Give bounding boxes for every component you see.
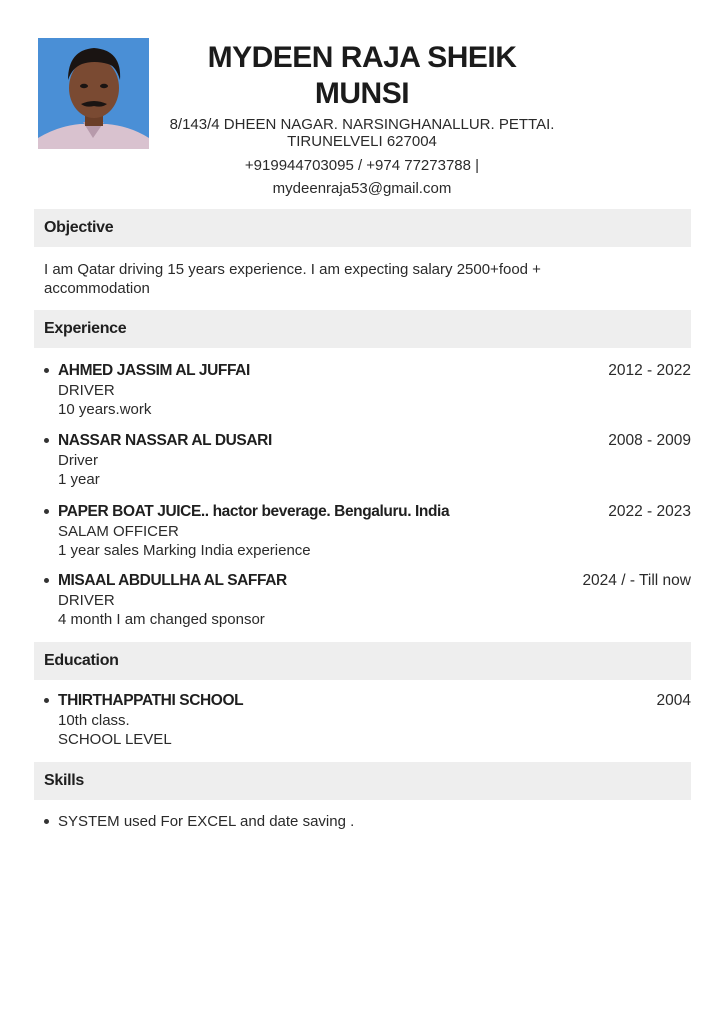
skill-text: SYSTEM used For EXCEL and date saving .: [58, 813, 355, 830]
education-level: 10th class.: [58, 712, 130, 729]
education-year: 2004: [656, 692, 691, 709]
experience-detail: 4 month I am changed sponsor: [58, 611, 265, 628]
profile-photo: [38, 38, 149, 149]
resume-header: [0, 0, 724, 205]
experience-dates: 2022 - 2023: [608, 503, 691, 520]
experience-section-title: Experience: [34, 310, 691, 348]
photo-eye-right: [100, 84, 108, 88]
profile-photo-illustration: [38, 38, 149, 149]
experience-dates: 2024 / - Till now: [582, 572, 691, 589]
objective-section-title: Objective: [34, 209, 691, 247]
candidate-phone: +919944703095 / +974 77273788 |: [244, 157, 480, 174]
bullet-icon: [44, 698, 49, 703]
candidate-name: MYDEEN RAJA SHEIK MUNSI: [207, 41, 517, 110]
experience-detail: 1 year: [58, 471, 100, 488]
candidate-email: mydeenraja53@gmail.com: [272, 180, 452, 197]
education-school: THIRTHAPPATHI SCHOOL: [58, 692, 244, 709]
experience-dates: 2008 - 2009: [608, 432, 691, 449]
experience-company: NASSAR NASSAR AL DUSARI: [58, 432, 272, 449]
experience-company: MISAAL ABDULLHA AL SAFFAR: [58, 572, 287, 589]
experience-dates: 2012 - 2022: [608, 362, 691, 379]
experience-role: Driver: [58, 452, 98, 469]
experience-detail: 1 year sales Marking India experience: [58, 542, 311, 559]
photo-eye-left: [80, 84, 88, 88]
skills-section-title: Skills: [34, 762, 691, 800]
bullet-icon: [44, 438, 49, 443]
bullet-icon: [44, 368, 49, 373]
candidate-address: 8/143/4 DHEEN NAGAR. NARSINGHANALLUR. PETTAI. TIRUNELVELI 627004: [169, 116, 555, 150]
objective-text: I am Qatar driving 15 years experience. I am expecting salary 2500+food + accommodation: [44, 261, 541, 297]
education-section-title: Education: [34, 642, 691, 680]
experience-role: DRIVER: [58, 382, 115, 399]
experience-company: AHMED JASSIM AL JUFFAI: [58, 362, 250, 379]
bullet-icon: [44, 578, 49, 583]
experience-role: DRIVER: [58, 592, 115, 609]
experience-role: SALAM OFFICER: [58, 523, 179, 540]
experience-detail: 10 years.work: [58, 401, 152, 418]
bullet-icon: [44, 819, 49, 824]
education-detail: SCHOOL LEVEL: [58, 731, 172, 748]
bullet-icon: [44, 509, 49, 514]
experience-company: PAPER BOAT JUICE.. hactor beverage. Bengaluru. India: [58, 503, 450, 520]
